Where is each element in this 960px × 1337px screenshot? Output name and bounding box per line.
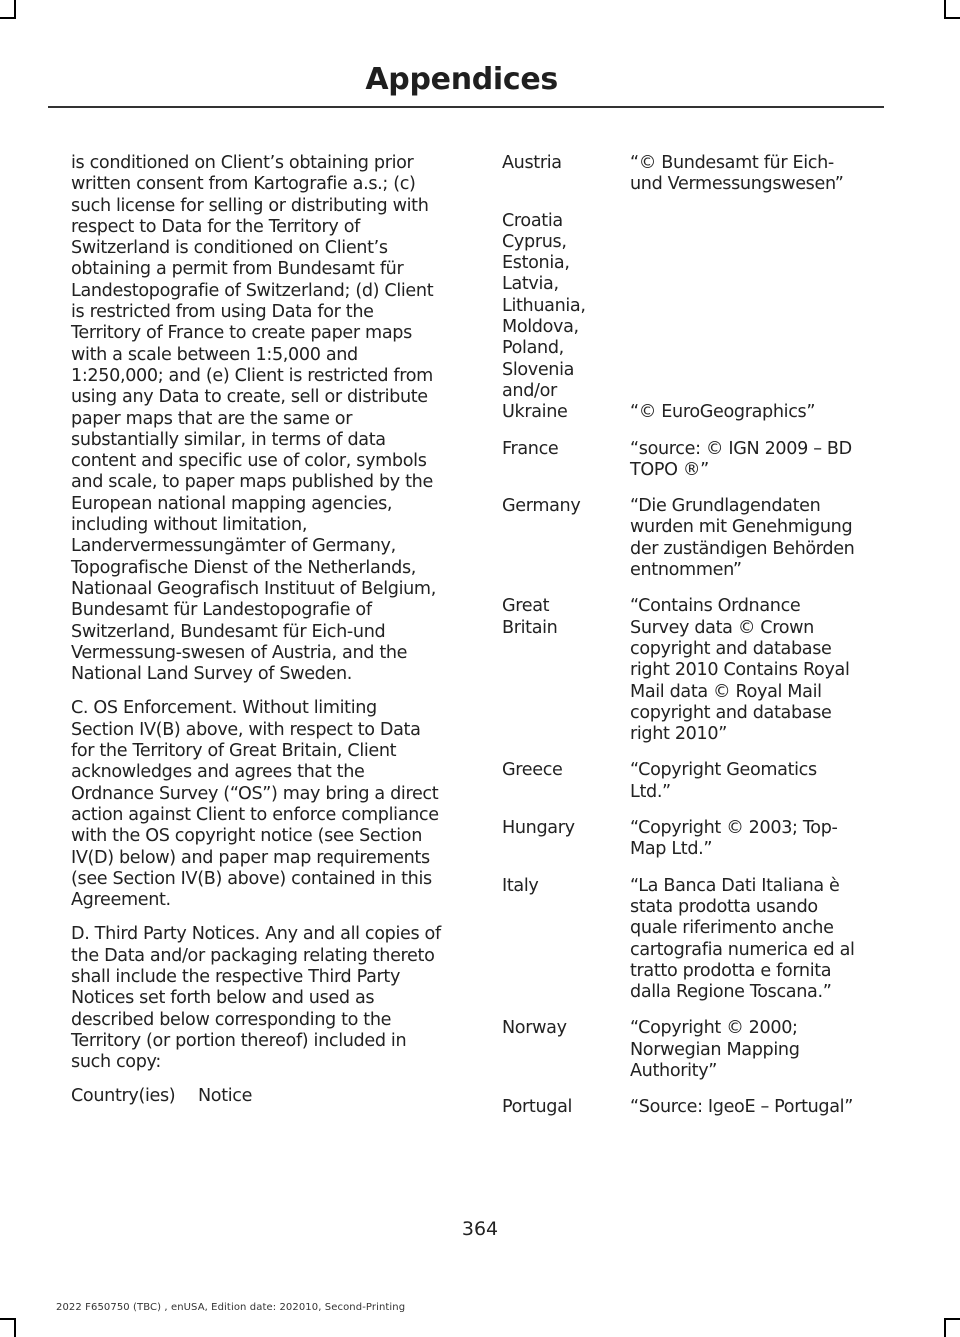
- country-line: Norway: [502, 1018, 567, 1039]
- notice-line: TOPO ®”: [630, 459, 709, 480]
- notice-line: [630, 317, 877, 338]
- paragraph-os-enforcement: C. OS Enforcement. Without limiting Section IV(B) above, with respect to Data for the Territory of Great Britain, Client acknowledges and agrees that the Ordnance Survey (“OS”) may bring a direct action against Client to enforce compliance with the OS copyright notice (see Section IV(D) below) and paper map requirements (see Section IV(B) above) contained in this Agreement.: [71, 698, 439, 911]
- crop-mark: [14, 1318, 16, 1337]
- crop-mark: [944, 1318, 946, 1337]
- country-line: Hungary: [502, 818, 575, 839]
- country-line: Cyprus,: [502, 231, 567, 252]
- notice-row: [502, 496, 877, 581]
- country-line: Slovenia: [502, 359, 575, 380]
- notice-line: copyright and database: [630, 702, 832, 723]
- country-line: Portugal: [502, 1097, 573, 1118]
- notice-text: [630, 1018, 877, 1082]
- notice-line: tratto prodotta e fornita: [630, 960, 832, 981]
- crop-mark: [0, 17, 16, 19]
- notice-text: [630, 596, 877, 745]
- notice-line: right 2010 Contains Royal: [630, 660, 850, 681]
- notice-line: “Copyright © 2003; Top-: [630, 818, 838, 839]
- notice-row: [502, 818, 877, 861]
- notice-country: [502, 818, 630, 861]
- notice-line: Ltd.”: [630, 781, 671, 802]
- notice-line: [630, 360, 877, 381]
- notice-text: [630, 876, 877, 1004]
- page-title: Appendices: [365, 62, 558, 97]
- notice-country: [502, 876, 630, 1004]
- notices-table: [502, 153, 877, 1134]
- left-column: [71, 153, 441, 1108]
- country-line: Croatia: [502, 210, 563, 231]
- notice-line: [630, 211, 877, 232]
- footer-edition-info: 2022 F650750 (TBC) , enUSA, Edition date: 202010, Second-Printing: [56, 1302, 406, 1313]
- notice-text: [630, 818, 877, 861]
- country-line: Ukraine: [502, 402, 568, 423]
- country-line: Latvia,: [502, 274, 559, 295]
- notice-row: [502, 1097, 877, 1118]
- country-line: Greece: [502, 760, 563, 781]
- paragraph-third-party-notices: D. Third Party Notices. Any and all copies of the Data and/or packaging relating thereto shall include the respective Third Party Notices set forth below and used as described below corresponding to the Territory (or portion thereof) included in such copy:: [71, 924, 441, 1073]
- notice-text: [630, 439, 877, 482]
- notice-line: dalla Regione Toscana.”: [630, 982, 832, 1003]
- notice-row: [502, 153, 877, 196]
- country-line: Moldova,: [502, 317, 579, 338]
- column-header-notice: Notice: [198, 1086, 253, 1107]
- notice-line: “Copyright © 2000;: [630, 1018, 798, 1039]
- notice-text: [630, 1097, 877, 1118]
- paragraph-license-conditions: is conditioned on Client’s obtaining prior written consent from Kartografie a.s.; (c) such license for selling or distributing with respect to Data for the Territory of Switzerland is conditioned on Client’s obtaining a permit from Bundesamt für Landestopografie of Switzerland; (d) Client is restricted from using Data for the Territory of France to create paper maps with a scale between 1:5,000 and 1:250,000; and (e) Client is restricted from using any Data to create, sell or distribute paper maps that are the same or substantially similar, in terms of data content and specific use of color, symbols and scale, to paper maps published by the European national mapping agencies, including without limitation, Landervermessungämter of Germany, Topografische Dienst of the Netherlands, Nationaal Geografisch Instituut of Belgium, Bundesamt für Landestopografie of Switzerland, Bundesamt für Eich-und Vermessung-swesen of Austria, and the National Land Survey of Sweden.: [71, 153, 436, 685]
- notice-line: right 2010”: [630, 724, 727, 745]
- notice-line: quale riferimento anche: [630, 918, 834, 939]
- notice-line: Map Ltd.”: [630, 839, 713, 860]
- notice-line: “© EuroGeographics”: [630, 402, 816, 423]
- notice-country: [502, 211, 630, 424]
- country-line: Italy: [502, 875, 539, 896]
- country-line: Austria: [502, 153, 562, 173]
- column-header-country: Country(ies): [71, 1086, 176, 1107]
- notice-line: “Source: IgeoE – Portugal”: [630, 1097, 853, 1118]
- notice-line: copyright and database: [630, 638, 832, 659]
- crop-mark: [944, 1318, 960, 1320]
- notice-line: [630, 296, 877, 317]
- notice-row: [502, 211, 877, 424]
- notice-row: [502, 439, 877, 482]
- notice-line: Survey data © Crown: [630, 617, 814, 638]
- notice-line: wurden mit Genehmigung: [630, 517, 853, 538]
- notice-row: [502, 596, 877, 745]
- notice-country: [502, 1018, 630, 1082]
- notice-line: der zuständigen Behörden: [630, 538, 855, 559]
- notice-text: [630, 760, 877, 803]
- notice-line: Mail data © Royal Mail: [630, 681, 822, 702]
- notice-row: [502, 876, 877, 1004]
- notice-line: und Vermessungswesen”: [630, 174, 844, 195]
- notice-country: [502, 439, 630, 482]
- notice-line: stata prodotta usando: [630, 896, 818, 917]
- notice-country: [502, 1097, 630, 1118]
- notice-line: Authority”: [630, 1060, 718, 1081]
- page-number: 364: [461, 1218, 499, 1240]
- country-line: Poland,: [502, 338, 564, 359]
- notice-line: “Die Grundlagendaten: [630, 496, 821, 517]
- notice-line: Norwegian Mapping: [630, 1039, 800, 1060]
- country-line: Lithuania,: [502, 295, 586, 316]
- notice-text: [630, 153, 877, 196]
- notice-line: [630, 338, 877, 359]
- notice-country: [502, 760, 630, 803]
- country-line: Great: [502, 596, 550, 617]
- country-line: Germany: [502, 496, 581, 517]
- notice-line: “© Bundesamt für Eich-: [630, 153, 834, 173]
- notice-line: [630, 381, 877, 402]
- notice-line: cartografia numerica ed al: [630, 939, 855, 960]
- crop-mark: [0, 1318, 16, 1320]
- header-divider: [48, 106, 884, 108]
- notice-line: “source: © IGN 2009 – BD: [630, 438, 852, 459]
- notice-country: [502, 496, 630, 581]
- notices-table-header: [71, 1086, 441, 1107]
- notice-line: entnommen”: [630, 560, 742, 581]
- country-line: France: [502, 438, 559, 459]
- notice-line: [630, 232, 877, 253]
- notice-row: [502, 1018, 877, 1082]
- country-line: Britain: [502, 617, 558, 638]
- notice-country: [502, 596, 630, 745]
- notice-line: “Contains Ordnance: [630, 596, 801, 617]
- notice-row: [502, 760, 877, 803]
- notice-line: [630, 274, 877, 295]
- country-line: and/or: [502, 380, 557, 401]
- notice-line: “Copyright Geomatics: [630, 760, 817, 781]
- notice-line: “La Banca Dati Italiana è: [630, 875, 840, 896]
- country-line: Estonia,: [502, 253, 570, 274]
- notice-text: [630, 211, 877, 424]
- notice-text: [630, 496, 877, 581]
- notice-country: [502, 153, 630, 196]
- notice-line: [630, 253, 877, 274]
- crop-mark: [944, 17, 960, 19]
